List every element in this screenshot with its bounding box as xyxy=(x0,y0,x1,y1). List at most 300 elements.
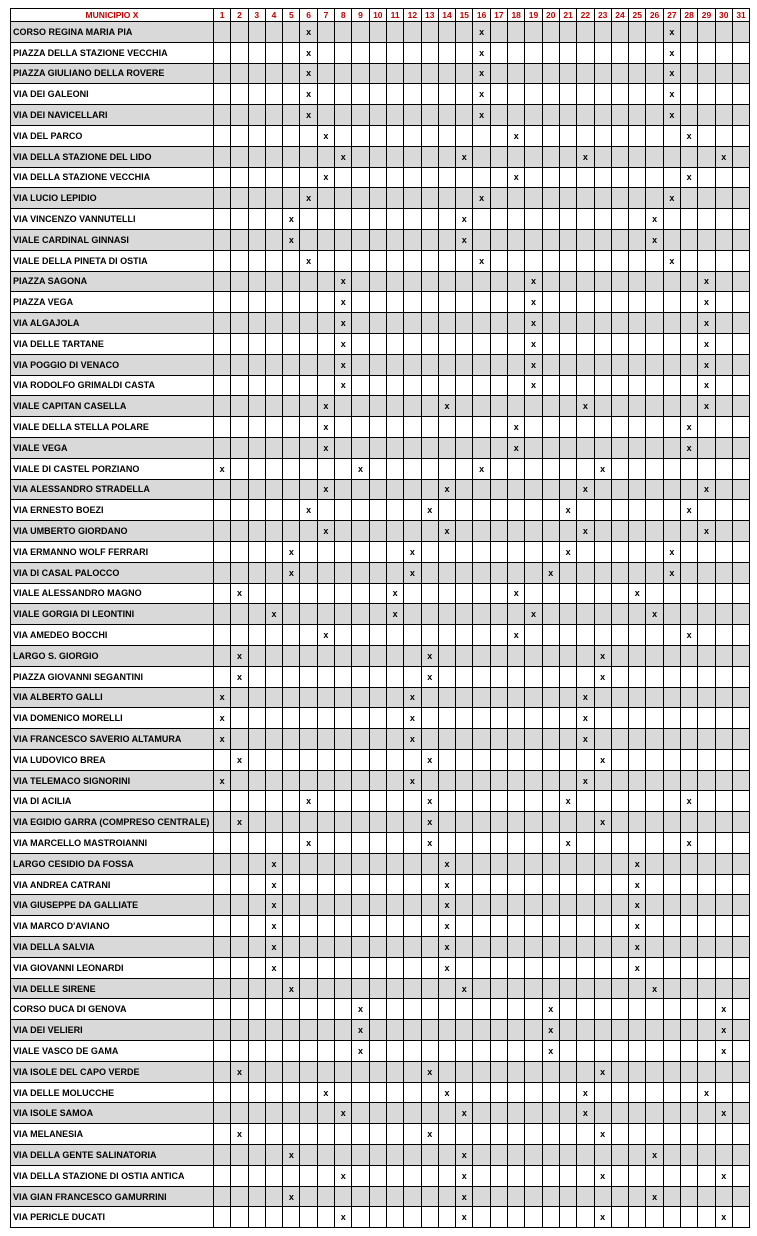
day-cell xyxy=(386,625,403,646)
day-cell xyxy=(335,853,352,874)
day-mark: x xyxy=(698,333,715,354)
day-cell xyxy=(248,999,265,1020)
day-cell xyxy=(698,1165,715,1186)
day-cell xyxy=(663,1207,680,1228)
day-cell xyxy=(508,292,525,313)
day-cell xyxy=(456,729,473,750)
day-cell xyxy=(214,583,231,604)
day-cell xyxy=(698,209,715,230)
day-cell xyxy=(473,333,490,354)
day-cell xyxy=(404,1186,421,1207)
day-cell xyxy=(629,229,646,250)
day-cell xyxy=(317,271,334,292)
day-cell xyxy=(646,562,663,583)
day-cell xyxy=(611,500,628,521)
day-cell xyxy=(386,791,403,812)
day-cell xyxy=(369,604,386,625)
day-cell xyxy=(629,42,646,63)
day-cell xyxy=(629,687,646,708)
day-cell xyxy=(508,500,525,521)
day-cell xyxy=(490,1041,507,1062)
day-cell xyxy=(438,562,455,583)
day-cell xyxy=(698,105,715,126)
day-cell xyxy=(629,1124,646,1145)
day-cell xyxy=(594,105,611,126)
day-cell xyxy=(473,916,490,937)
day-cell xyxy=(265,791,282,812)
day-header: 21 xyxy=(559,9,576,22)
day-cell xyxy=(681,749,698,770)
day-cell xyxy=(231,63,248,84)
day-cell xyxy=(611,833,628,854)
day-cell xyxy=(698,458,715,479)
day-cell xyxy=(559,1103,576,1124)
day-cell xyxy=(508,84,525,105)
day-cell xyxy=(542,22,559,43)
day-cell xyxy=(681,188,698,209)
day-cell xyxy=(490,978,507,999)
day-cell xyxy=(715,791,732,812)
day-cell xyxy=(559,604,576,625)
day-mark: x xyxy=(577,1103,594,1124)
day-cell xyxy=(525,458,542,479)
day-mark: x xyxy=(456,978,473,999)
day-header: 5 xyxy=(283,9,300,22)
day-header: 10 xyxy=(369,9,386,22)
day-cell xyxy=(611,313,628,334)
day-mark: x xyxy=(594,645,611,666)
table-row xyxy=(11,957,750,978)
day-cell xyxy=(335,541,352,562)
day-cell xyxy=(421,84,438,105)
day-cell xyxy=(525,541,542,562)
day-cell xyxy=(317,666,334,687)
day-cell xyxy=(698,1061,715,1082)
day-cell xyxy=(732,333,749,354)
day-cell xyxy=(490,1103,507,1124)
day-cell xyxy=(611,167,628,188)
day-mark: x xyxy=(438,521,455,542)
day-cell xyxy=(715,63,732,84)
day-cell xyxy=(214,313,231,334)
day-cell xyxy=(490,63,507,84)
day-cell xyxy=(404,853,421,874)
day-cell xyxy=(715,105,732,126)
day-cell xyxy=(542,541,559,562)
day-cell xyxy=(265,125,282,146)
day-cell xyxy=(214,188,231,209)
day-cell xyxy=(698,1145,715,1166)
day-mark: x xyxy=(456,146,473,167)
day-cell xyxy=(386,1082,403,1103)
day-cell xyxy=(577,354,594,375)
day-cell xyxy=(386,313,403,334)
day-cell xyxy=(542,645,559,666)
day-cell xyxy=(611,1041,628,1062)
day-mark: x xyxy=(629,916,646,937)
day-cell xyxy=(352,687,369,708)
day-cell xyxy=(317,853,334,874)
day-cell xyxy=(559,1124,576,1145)
day-cell xyxy=(577,84,594,105)
day-cell xyxy=(473,500,490,521)
day-cell xyxy=(490,292,507,313)
day-cell xyxy=(490,812,507,833)
day-mark: x xyxy=(508,125,525,146)
day-cell xyxy=(646,895,663,916)
day-cell xyxy=(577,874,594,895)
day-cell xyxy=(508,22,525,43)
day-cell xyxy=(386,708,403,729)
street-name: VIA LUCIO LEPIDIO xyxy=(11,188,214,209)
day-cell xyxy=(438,1020,455,1041)
day-mark: x xyxy=(231,583,248,604)
day-cell xyxy=(248,916,265,937)
day-cell xyxy=(559,937,576,958)
day-cell xyxy=(386,957,403,978)
day-cell xyxy=(508,375,525,396)
day-cell xyxy=(646,791,663,812)
day-header: 8 xyxy=(335,9,352,22)
day-mark: x xyxy=(715,999,732,1020)
day-cell xyxy=(214,1124,231,1145)
day-cell xyxy=(473,1082,490,1103)
day-cell xyxy=(335,84,352,105)
day-cell xyxy=(646,729,663,750)
table-row xyxy=(11,729,750,750)
day-cell xyxy=(715,271,732,292)
day-cell xyxy=(386,1145,403,1166)
day-cell xyxy=(404,105,421,126)
day-cell xyxy=(732,666,749,687)
day-cell xyxy=(594,209,611,230)
day-cell xyxy=(352,770,369,791)
day-mark: x xyxy=(214,708,231,729)
day-cell xyxy=(629,396,646,417)
day-cell xyxy=(421,1020,438,1041)
day-mark: x xyxy=(335,313,352,334)
day-cell xyxy=(421,22,438,43)
street-name: LARGO S. GIORGIO xyxy=(11,645,214,666)
day-cell xyxy=(438,749,455,770)
day-cell xyxy=(231,188,248,209)
day-cell xyxy=(611,1124,628,1145)
day-cell xyxy=(577,895,594,916)
day-cell xyxy=(490,229,507,250)
day-cell xyxy=(629,375,646,396)
day-cell xyxy=(490,250,507,271)
day-cell xyxy=(559,749,576,770)
day-cell xyxy=(231,375,248,396)
day-cell xyxy=(715,645,732,666)
day-cell xyxy=(421,770,438,791)
day-cell xyxy=(681,42,698,63)
day-cell xyxy=(248,604,265,625)
day-cell xyxy=(214,500,231,521)
day-cell xyxy=(369,770,386,791)
day-cell xyxy=(577,666,594,687)
day-cell xyxy=(663,458,680,479)
day-cell xyxy=(490,1145,507,1166)
day-cell xyxy=(681,1103,698,1124)
street-name: VIA DI CASAL PALOCCO xyxy=(11,562,214,583)
day-cell xyxy=(421,1165,438,1186)
day-cell xyxy=(231,292,248,313)
day-cell xyxy=(456,833,473,854)
day-mark: x xyxy=(698,375,715,396)
day-cell xyxy=(214,937,231,958)
street-name: VIA FRANCESCO SAVERIO ALTAMURA xyxy=(11,729,214,750)
day-mark: x xyxy=(214,729,231,750)
day-cell xyxy=(283,42,300,63)
day-cell xyxy=(352,375,369,396)
day-cell xyxy=(715,541,732,562)
day-cell xyxy=(508,541,525,562)
day-cell xyxy=(542,167,559,188)
day-cell xyxy=(646,1041,663,1062)
day-cell xyxy=(421,125,438,146)
day-cell xyxy=(577,1207,594,1228)
day-cell xyxy=(646,1082,663,1103)
day-cell xyxy=(214,1020,231,1041)
day-cell xyxy=(300,978,317,999)
day-cell xyxy=(663,271,680,292)
day-cell xyxy=(386,999,403,1020)
day-mark: x xyxy=(698,354,715,375)
day-cell xyxy=(265,687,282,708)
day-cell xyxy=(352,22,369,43)
day-cell xyxy=(317,978,334,999)
day-cell xyxy=(335,1145,352,1166)
day-cell xyxy=(352,874,369,895)
day-cell xyxy=(508,957,525,978)
day-cell xyxy=(265,146,282,167)
day-cell xyxy=(352,437,369,458)
day-cell xyxy=(715,729,732,750)
table-row xyxy=(11,916,750,937)
day-cell xyxy=(698,541,715,562)
day-cell xyxy=(681,957,698,978)
day-mark: x xyxy=(473,84,490,105)
day-cell xyxy=(525,1165,542,1186)
day-cell xyxy=(265,583,282,604)
day-header: 22 xyxy=(577,9,594,22)
day-cell xyxy=(732,708,749,729)
day-cell xyxy=(663,895,680,916)
day-cell xyxy=(214,1207,231,1228)
day-cell xyxy=(732,417,749,438)
day-cell xyxy=(283,791,300,812)
day-cell xyxy=(629,625,646,646)
day-cell xyxy=(421,458,438,479)
day-cell xyxy=(265,1186,282,1207)
day-cell xyxy=(438,1124,455,1145)
day-cell xyxy=(214,22,231,43)
day-cell xyxy=(732,1145,749,1166)
day-cell xyxy=(421,521,438,542)
day-cell xyxy=(369,1207,386,1228)
day-cell xyxy=(542,63,559,84)
day-cell xyxy=(577,625,594,646)
table-row xyxy=(11,708,750,729)
street-name: PIAZZA VEGA xyxy=(11,292,214,313)
day-cell xyxy=(335,250,352,271)
day-cell xyxy=(369,1186,386,1207)
day-cell xyxy=(629,1165,646,1186)
day-cell xyxy=(542,84,559,105)
day-cell xyxy=(369,437,386,458)
day-cell xyxy=(594,999,611,1020)
day-cell xyxy=(265,1145,282,1166)
day-mark: x xyxy=(283,1186,300,1207)
day-cell xyxy=(698,229,715,250)
street-name: VIA RODOLFO GRIMALDI CASTA xyxy=(11,375,214,396)
table-row xyxy=(11,146,750,167)
day-cell xyxy=(369,625,386,646)
day-cell xyxy=(577,916,594,937)
day-cell xyxy=(352,957,369,978)
day-cell xyxy=(681,396,698,417)
day-cell xyxy=(577,271,594,292)
street-name: VIALE ALESSANDRO MAGNO xyxy=(11,583,214,604)
day-cell xyxy=(525,687,542,708)
table-row xyxy=(11,1061,750,1082)
day-cell xyxy=(404,292,421,313)
day-cell xyxy=(525,729,542,750)
day-cell xyxy=(663,375,680,396)
day-cell xyxy=(300,146,317,167)
day-cell xyxy=(369,396,386,417)
day-cell xyxy=(732,957,749,978)
day-cell xyxy=(456,188,473,209)
day-cell xyxy=(265,1124,282,1145)
day-cell xyxy=(473,1186,490,1207)
day-cell xyxy=(300,1186,317,1207)
day-cell xyxy=(559,63,576,84)
day-cell xyxy=(490,188,507,209)
day-cell xyxy=(559,292,576,313)
day-cell xyxy=(300,521,317,542)
day-cell xyxy=(214,417,231,438)
day-cell xyxy=(283,271,300,292)
day-cell xyxy=(300,1103,317,1124)
day-cell xyxy=(335,229,352,250)
day-cell xyxy=(490,770,507,791)
day-cell xyxy=(317,812,334,833)
day-cell xyxy=(438,604,455,625)
day-cell xyxy=(352,791,369,812)
day-mark: x xyxy=(335,146,352,167)
day-cell xyxy=(490,437,507,458)
day-cell xyxy=(404,209,421,230)
day-cell xyxy=(386,874,403,895)
day-cell xyxy=(438,209,455,230)
day-cell xyxy=(386,749,403,770)
street-name: VIA VINCENZO VANNUTELLI xyxy=(11,209,214,230)
table-row xyxy=(11,1041,750,1062)
day-cell xyxy=(715,479,732,500)
day-cell xyxy=(369,916,386,937)
day-cell xyxy=(404,749,421,770)
table-row xyxy=(11,209,750,230)
day-cell xyxy=(231,209,248,230)
day-cell xyxy=(508,1165,525,1186)
day-cell xyxy=(629,63,646,84)
day-cell xyxy=(629,417,646,438)
street-name: VIA LUDOVICO BREA xyxy=(11,749,214,770)
day-cell xyxy=(404,645,421,666)
day-mark: x xyxy=(681,417,698,438)
day-cell xyxy=(352,937,369,958)
day-cell xyxy=(663,479,680,500)
day-cell xyxy=(715,84,732,105)
schedule-sheet xyxy=(10,8,750,1228)
day-cell xyxy=(300,562,317,583)
day-cell xyxy=(663,729,680,750)
day-cell xyxy=(629,999,646,1020)
day-cell xyxy=(594,874,611,895)
street-name: PIAZZA SAGONA xyxy=(11,271,214,292)
day-cell xyxy=(611,396,628,417)
day-mark: x xyxy=(404,562,421,583)
street-name: VIA GIUSEPPE DA GALLIATE xyxy=(11,895,214,916)
day-cell xyxy=(317,833,334,854)
day-cell xyxy=(352,188,369,209)
day-cell xyxy=(646,22,663,43)
day-cell xyxy=(715,375,732,396)
day-cell xyxy=(300,479,317,500)
day-cell xyxy=(300,812,317,833)
day-cell xyxy=(369,729,386,750)
day-cell xyxy=(542,1165,559,1186)
day-mark: x xyxy=(629,895,646,916)
day-cell xyxy=(214,437,231,458)
day-cell xyxy=(438,791,455,812)
day-cell xyxy=(421,42,438,63)
day-cell xyxy=(369,874,386,895)
day-cell xyxy=(490,375,507,396)
day-cell xyxy=(404,333,421,354)
day-cell xyxy=(629,978,646,999)
day-cell xyxy=(663,521,680,542)
day-cell xyxy=(473,375,490,396)
day-cell xyxy=(577,42,594,63)
day-cell xyxy=(473,791,490,812)
table-row xyxy=(11,1103,750,1124)
day-cell xyxy=(646,853,663,874)
day-mark: x xyxy=(594,749,611,770)
day-cell xyxy=(456,292,473,313)
day-cell xyxy=(611,1061,628,1082)
day-cell xyxy=(542,770,559,791)
day-cell xyxy=(629,188,646,209)
street-name: CORSO DUCA DI GENOVA xyxy=(11,999,214,1020)
day-cell xyxy=(629,791,646,812)
day-cell xyxy=(525,42,542,63)
day-cell xyxy=(559,1165,576,1186)
day-cell xyxy=(698,146,715,167)
day-cell xyxy=(352,313,369,334)
day-cell xyxy=(473,1145,490,1166)
day-cell xyxy=(732,1124,749,1145)
day-cell xyxy=(456,125,473,146)
day-cell xyxy=(715,1061,732,1082)
day-cell xyxy=(283,1103,300,1124)
day-cell xyxy=(732,749,749,770)
street-name: VIA ISOLE SAMOA xyxy=(11,1103,214,1124)
day-cell xyxy=(646,167,663,188)
street-name: VIA ANDREA CATRANI xyxy=(11,874,214,895)
